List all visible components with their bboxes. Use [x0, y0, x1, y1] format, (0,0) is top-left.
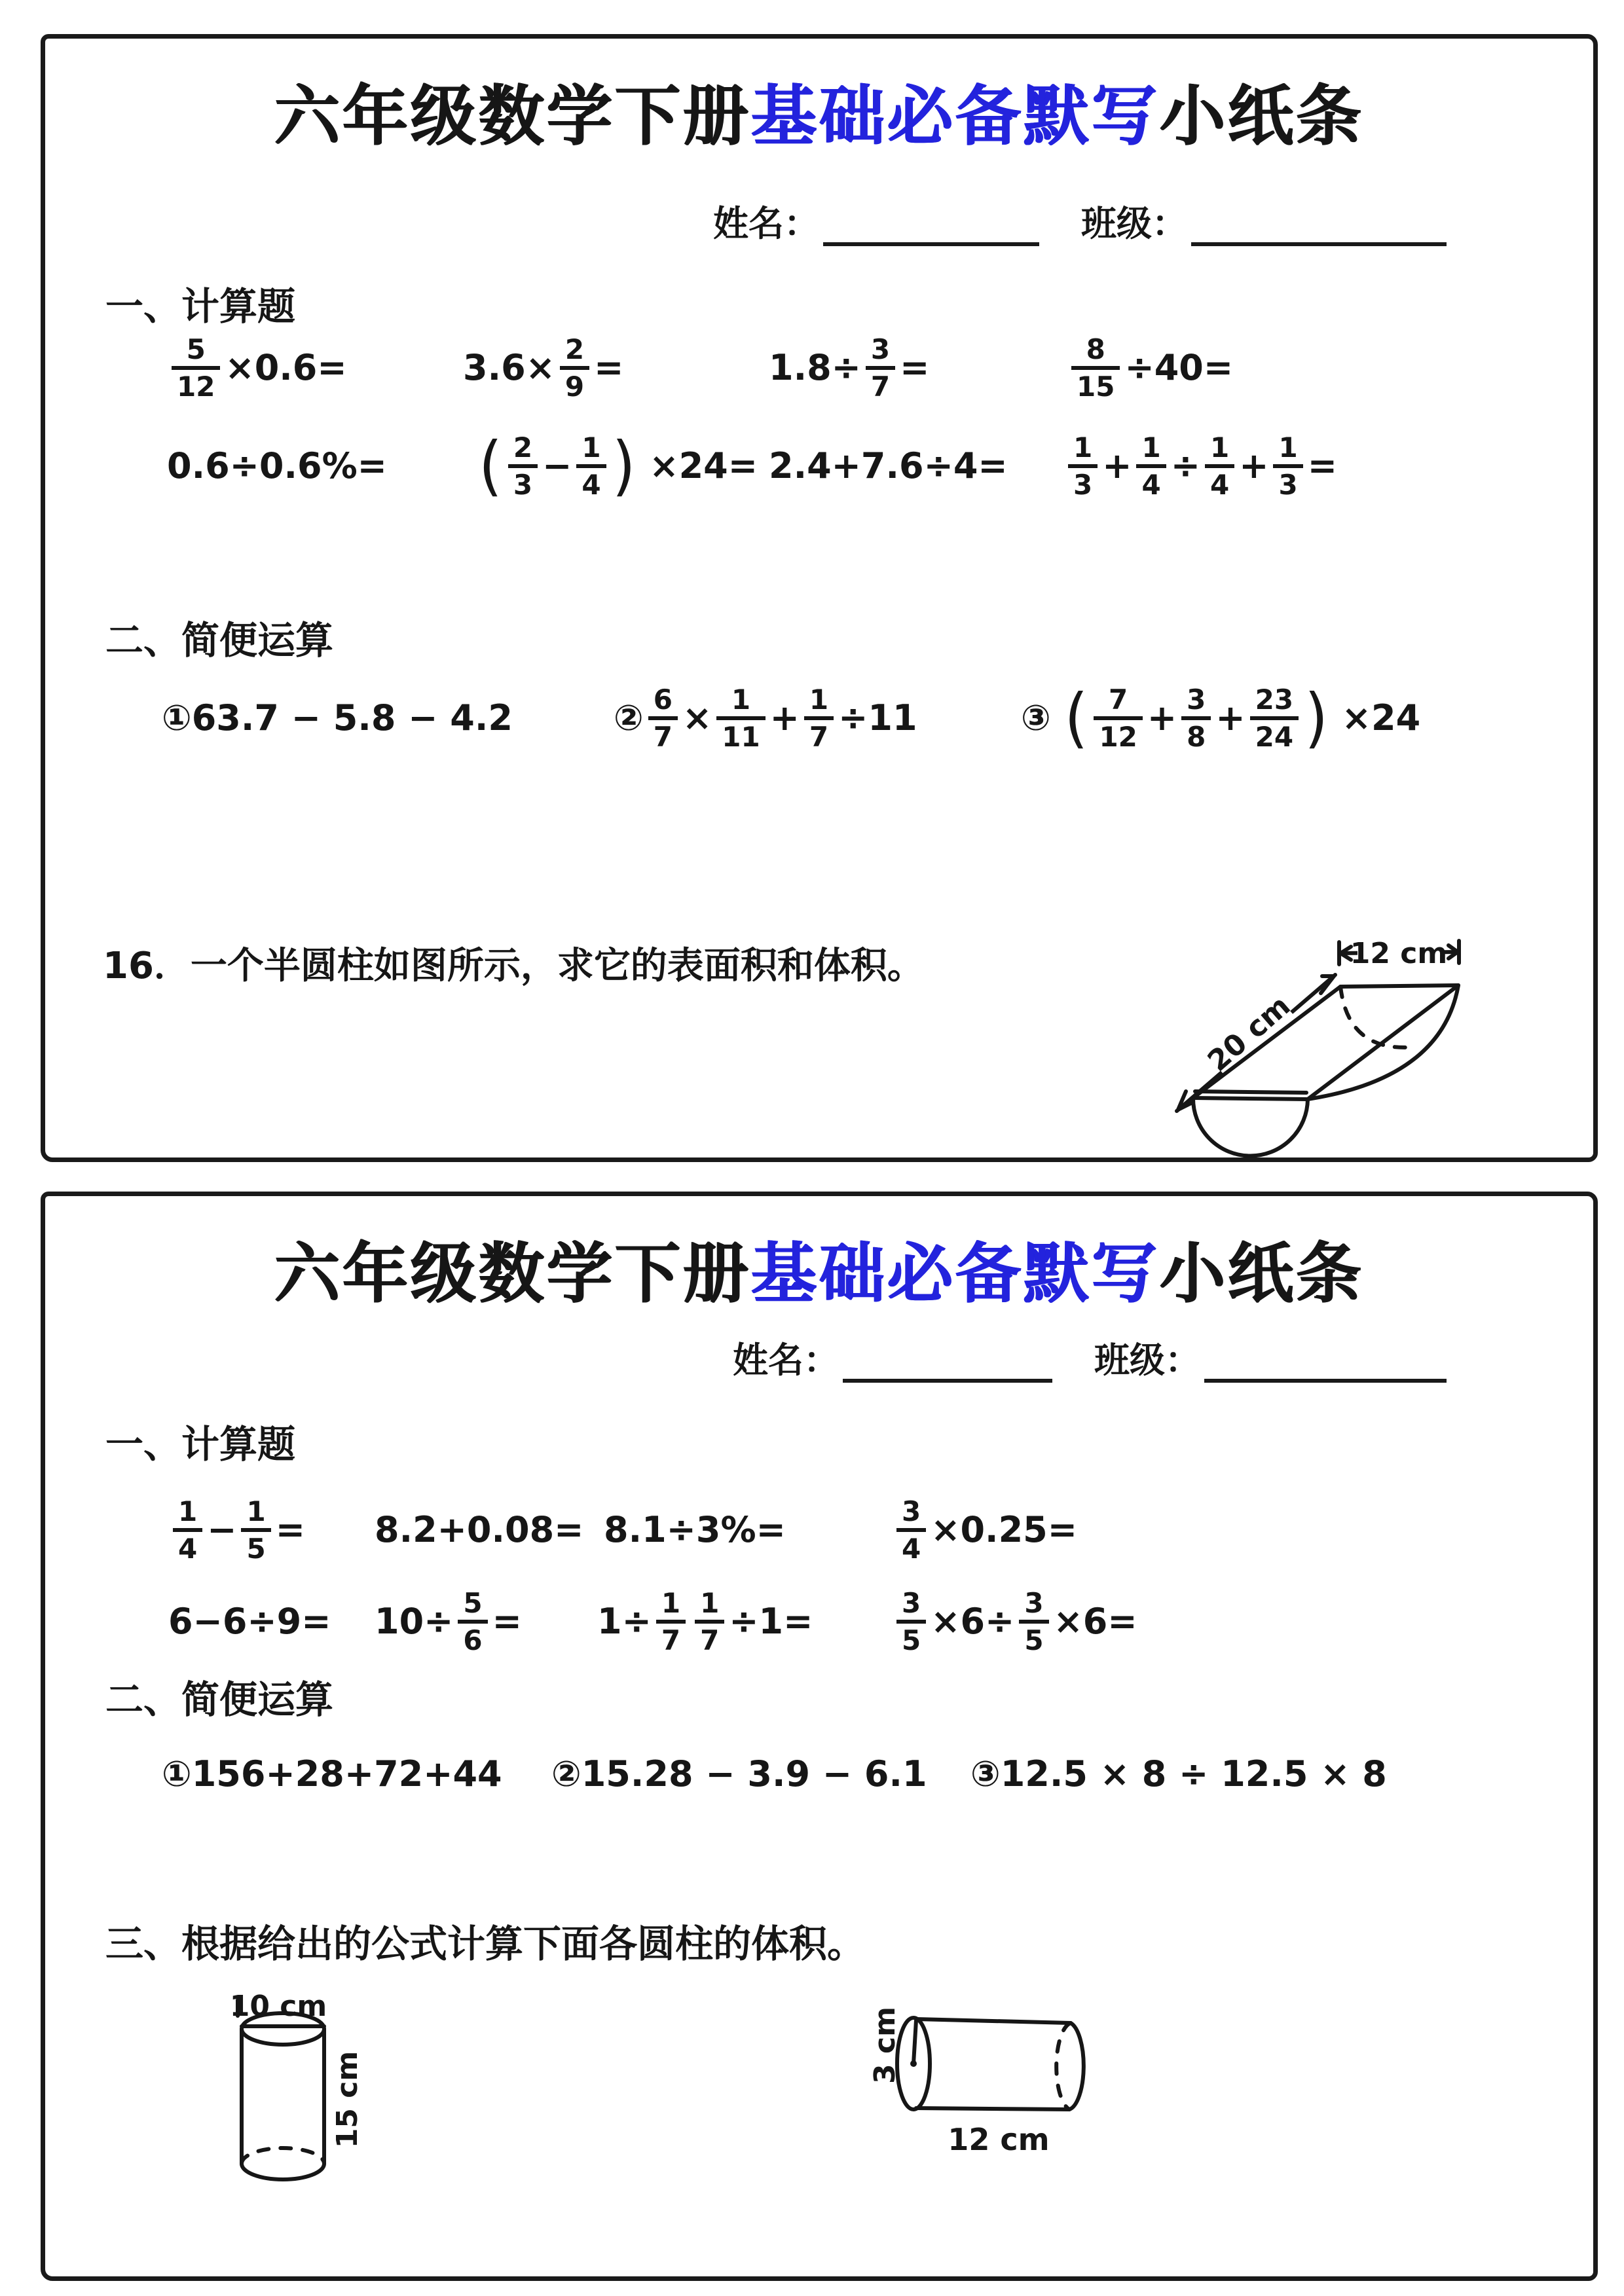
expression-text: 0.6÷0.6%=: [167, 445, 387, 486]
fraction: 23 24: [1250, 684, 1299, 752]
expression-text: =: [275, 1509, 305, 1550]
math-problem: [167, 319, 347, 417]
cylinder-side: [916, 2019, 1071, 2023]
math-problem: [1021, 669, 1420, 767]
fraction: 1 4: [173, 1496, 202, 1564]
parenthesis: ): [1304, 680, 1328, 756]
section-2-header: 二、简便运算: [105, 618, 334, 663]
math-problem: [375, 1573, 522, 1671]
fraction: 7 12: [1094, 684, 1142, 752]
name-label: 姓名：: [713, 203, 819, 244]
expression-text: +: [1102, 445, 1132, 486]
expression-text: +: [1147, 697, 1177, 738]
expression-text: ×: [682, 697, 712, 738]
math-problem: [604, 1481, 786, 1579]
expression-text: 1.8÷: [769, 347, 861, 388]
title-part-blue: 基础必备默写: [751, 78, 1160, 155]
name-class-line: [733, 1332, 1447, 1383]
expression-text: +: [1215, 697, 1246, 738]
dimension-label: 20 cm: [1201, 989, 1297, 1078]
cylinder-hidden-arc: [242, 2148, 324, 2164]
section-3-header: 三、根据给出的公式计算下面各圆柱的体积。: [105, 1922, 866, 1966]
fraction: 3 5: [896, 1588, 926, 1656]
fraction: 2 3: [508, 432, 538, 500]
worksheet-title: [45, 1221, 1593, 1315]
math-problem: [1063, 417, 1337, 515]
math-problem: [597, 1573, 813, 1671]
math-problem: [168, 1573, 331, 1671]
expression-text: 8.2+0.08=: [375, 1509, 584, 1550]
fraction: 1 4: [1205, 432, 1234, 500]
dimension-label: 3 cm: [868, 2007, 902, 2084]
math-problem: [614, 669, 917, 767]
section-1-header: 一、计算题: [105, 284, 296, 329]
expression-text: ②15.28 − 3.9 − 6.1: [551, 1753, 927, 1795]
fraction: 3 8: [1181, 684, 1211, 752]
fraction: 1 7: [695, 1588, 724, 1656]
expression-text: 6−6÷9=: [168, 1601, 331, 1642]
parenthesis: ): [612, 428, 636, 504]
semicylinder-hidden-arc: [1340, 987, 1416, 1048]
expression-text: ÷1=: [729, 1601, 813, 1642]
expression-text: =: [492, 1601, 522, 1642]
class-blank: [1191, 206, 1447, 246]
fraction: 5 12: [172, 334, 220, 402]
math-problem: [162, 1725, 502, 1823]
fraction: 1 5: [241, 1496, 270, 1564]
cylinder-radius-line: [913, 2020, 916, 2064]
problem-16-text: 16．一个半圆柱如图所示，求它的表面积和体积。: [103, 945, 924, 987]
math-problem: [375, 1481, 583, 1579]
center-dot: [910, 2060, 917, 2067]
fraction: 3 4: [896, 1496, 926, 1564]
expression-text: −: [542, 445, 572, 486]
math-problem: [769, 319, 929, 417]
title-part-black-2: 小纸条: [1160, 1235, 1364, 1312]
fraction: 3 7: [866, 334, 895, 402]
expression-text: ×24: [1329, 697, 1421, 738]
fraction: 1 7: [656, 1588, 686, 1656]
worksheet-panel-top: [41, 34, 1598, 1162]
expression-text: 10÷: [375, 1601, 454, 1642]
math-problem: [167, 417, 387, 515]
class-label: 班级：: [1094, 1339, 1200, 1381]
fraction: 1 4: [576, 432, 606, 500]
name-class-line: [713, 196, 1447, 246]
semicylinder-front-arc: [1193, 1098, 1308, 1156]
horizontal-cylinder-figure: [849, 2005, 1216, 2188]
expression-text: +: [769, 697, 800, 738]
math-problem: [1067, 319, 1233, 417]
fraction: 1 11: [716, 684, 765, 752]
math-problem: [551, 1725, 927, 1823]
expression-text: −: [207, 1509, 237, 1550]
fraction: 6 7: [648, 684, 678, 752]
math-problem: [162, 669, 513, 767]
cylinder-hidden-arc: [1056, 2023, 1071, 2109]
name-blank: [843, 1342, 1052, 1383]
title-part-black-1: 六年级数学下册: [274, 78, 751, 155]
math-problem: [769, 417, 1008, 515]
class-blank: [1204, 1342, 1447, 1383]
expression-text: =: [900, 347, 930, 388]
title-part-black-2: 小纸条: [1160, 78, 1364, 155]
expression-text: 3.6×: [463, 347, 555, 388]
fraction: 5 6: [458, 1588, 487, 1656]
cylinder-end-arc: [1069, 2023, 1084, 2109]
worksheet-panel-bottom: [41, 1192, 1598, 2281]
math-problem: [892, 1481, 1077, 1579]
title-part-blue: 基础必备默写: [751, 1235, 1160, 1312]
fraction: 1 7: [804, 684, 834, 752]
fraction: 3 5: [1019, 1588, 1048, 1656]
section-2-header: 二、简便运算: [105, 1677, 334, 1722]
cylinder-bottom-arc: [242, 2164, 324, 2179]
math-problem: [463, 319, 623, 417]
cylinder-side: [916, 2108, 1069, 2109]
title-part-black-1: 六年级数学下册: [274, 1235, 751, 1312]
math-problem: [892, 1573, 1137, 1671]
worksheet-title: [45, 64, 1593, 158]
math-problem: [168, 1481, 305, 1579]
expression-text: ②: [614, 697, 644, 738]
vertical-cylinder-figure: [201, 1988, 489, 2198]
class-label: 班级：: [1081, 203, 1187, 244]
parenthesis: (: [479, 428, 502, 504]
expression-text: ×0.25=: [931, 1509, 1077, 1550]
expression-text: =: [1307, 445, 1337, 486]
expression-text: ×6÷: [931, 1601, 1015, 1642]
expression-text: ×0.6=: [225, 347, 347, 388]
name-label: 姓名：: [733, 1339, 839, 1381]
fraction: 1 3: [1273, 432, 1302, 500]
expression-text: ÷: [1170, 445, 1200, 486]
fraction: 1 4: [1136, 432, 1166, 500]
dimension-label: 15 cm: [331, 2050, 364, 2149]
math-problem: [970, 1725, 1387, 1823]
semicylinder-figure: [1157, 934, 1576, 1163]
expression-text: ÷11: [838, 697, 917, 738]
section-1-header: 一、计算题: [105, 1422, 296, 1467]
dimension-label: 12 cm: [1350, 937, 1448, 970]
expression-text: ÷40=: [1124, 347, 1234, 388]
name-blank: [823, 206, 1039, 246]
expression-text: ×6=: [1053, 1601, 1137, 1642]
expression-text: =: [594, 347, 624, 388]
expression-text: 8.1÷3%=: [604, 1509, 786, 1550]
expression-text: ①63.7 − 5.8 − 4.2: [162, 697, 513, 738]
expression-text: ③12.5 × 8 ÷ 12.5 × 8: [970, 1753, 1387, 1795]
expression-text: 1÷: [597, 1601, 652, 1642]
math-problem: [477, 417, 758, 515]
expression-text: ③: [1021, 697, 1063, 738]
dimension-label: 12 cm: [948, 2122, 1050, 2157]
fraction: 2 9: [560, 334, 589, 402]
fraction: 1 3: [1068, 432, 1098, 500]
expression-text: 2.4+7.6÷4=: [769, 445, 1008, 486]
expression-text: +: [1239, 445, 1269, 486]
expression-text: ①156+28+72+44: [162, 1753, 502, 1795]
expression-text: ×24=: [637, 445, 758, 486]
dimension-label: 10 cm: [229, 1990, 327, 2023]
parenthesis: (: [1064, 680, 1088, 756]
semicylinder-rim-line: [1195, 1091, 1306, 1093]
fraction: 8 15: [1071, 334, 1120, 402]
